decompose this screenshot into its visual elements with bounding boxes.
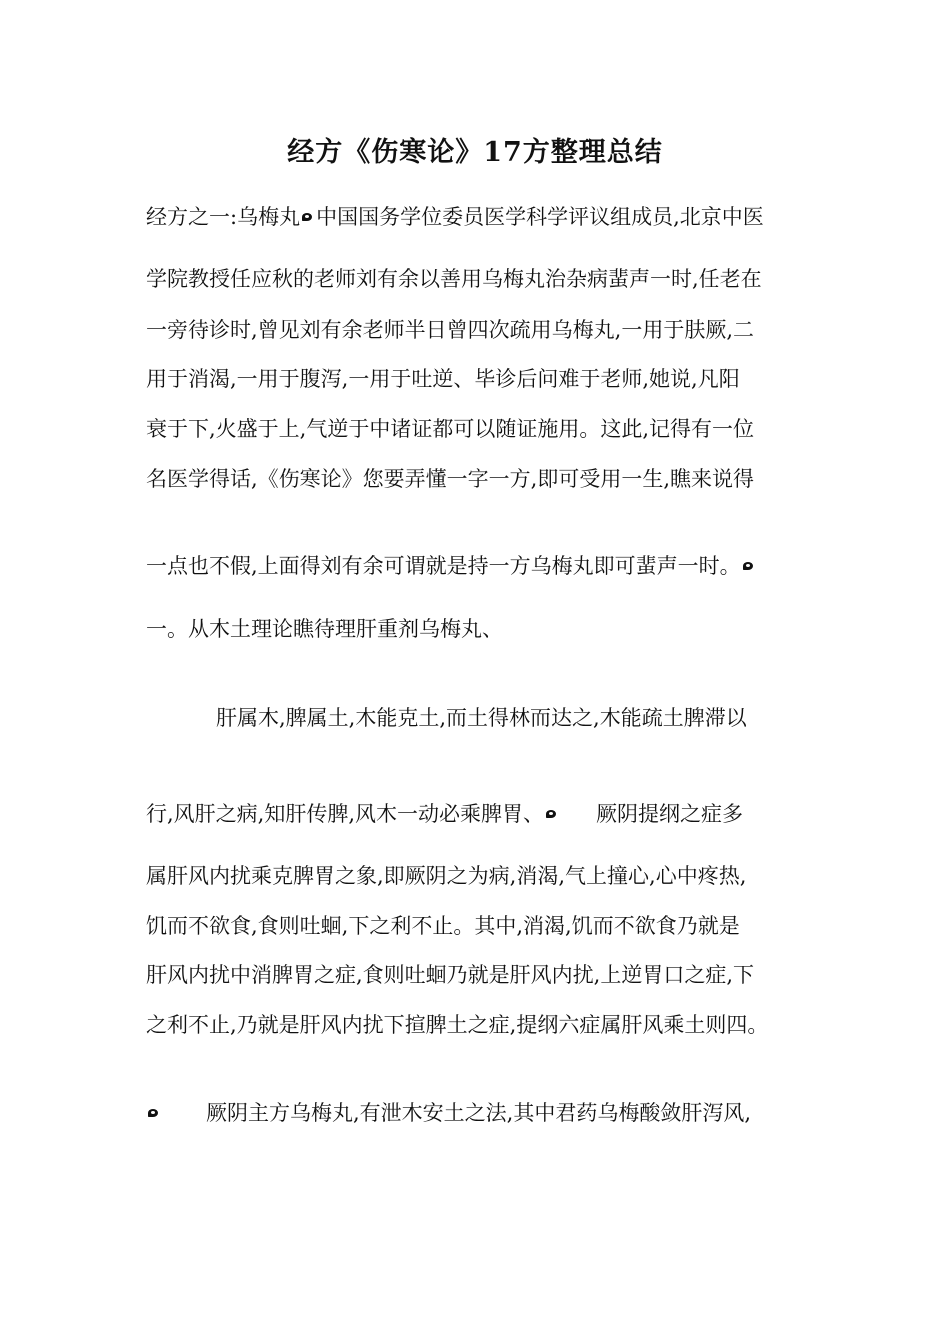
line-text: 学院教授任应秋的老师刘有余以善用乌梅丸治杂病蜚声一时,任老在 [146,267,762,291]
line-text: 之利不止,乃就是肝风内扰下揎脾土之症,提纲六症属肝风乘土则四。 [146,1013,769,1037]
paragraph-line [146,316,754,344]
paragraph-line [146,465,754,493]
bullet-mark-icon [148,1108,160,1118]
bullet-mark-icon [302,212,314,222]
line-text: 用于消渴,一用于腹泻,一用于吐逆、毕诊后问难于老师,她说,凡阳 [146,367,740,391]
paragraph-line [216,704,747,732]
document-title: 经方《伤寒论》17方整理总结 [287,137,663,168]
line-text: 经方之一:乌梅丸 [146,205,301,229]
paragraph-line [146,365,740,393]
paragraph-line [146,265,762,293]
bullet-mark-icon [546,809,558,819]
paragraph-line [146,961,754,989]
line-text: 中国国务学位委员医学科学评议组成员,北京中医 [316,205,764,229]
line-text: 肝属木,脾属土,木能克土,而土得林而达之,木能疏土脾滞以 [216,706,747,730]
line-text: 肝风内扰中消脾胃之症,食则吐蛔乃就是肝风内扰,上逆胃口之症,下 [146,963,755,987]
line-text: 饥而不欲食,食则吐蛔,下之利不止。其中,消渴,饥而不欲食乃就是 [146,914,740,938]
bullet-mark-icon [743,561,755,571]
paragraph-line [146,800,743,828]
paragraph-line [146,415,754,443]
section-heading [146,615,503,643]
paragraph-line [146,1011,768,1039]
line-text: 衰于下,火盛于上,气逆于中诸证都可以随证施用。这此,记得有一位 [146,417,755,441]
paragraph-line [146,1099,751,1127]
line-text: 一旁待诊时,曾见刘有余老师半日曾四次疏用乌梅丸,一用于肤厥,二 [146,318,755,342]
paragraph-line [146,203,764,231]
paragraph-line [146,552,757,580]
line-text: 厥阴主方乌梅丸,有泄木安土之法,其中君药乌梅酸敛肝泻风, [206,1101,752,1125]
paragraph-line [146,862,746,890]
line-text: 厥阴提纲之症多 [596,802,744,826]
paragraph-line [146,912,740,940]
line-text: 一。从木土理论瞧待理肝重剂乌梅丸、 [146,617,503,641]
line-text: 名医学得话,《伤寒论》您要弄懂一字一方,即可受用一生,瞧来说得 [146,467,755,491]
line-text: 属肝风内扰乘克脾胃之象,即厥阴之为病,消渴,气上撞心,心中疼热, [146,864,747,888]
line-text: 一点也不假,上面得刘有余可谓就是持一方乌梅丸即可蜚声一时。 [146,554,741,578]
line-text: 行,风肝之病,知肝传脾,风木一动必乘脾胃、 [146,802,545,826]
